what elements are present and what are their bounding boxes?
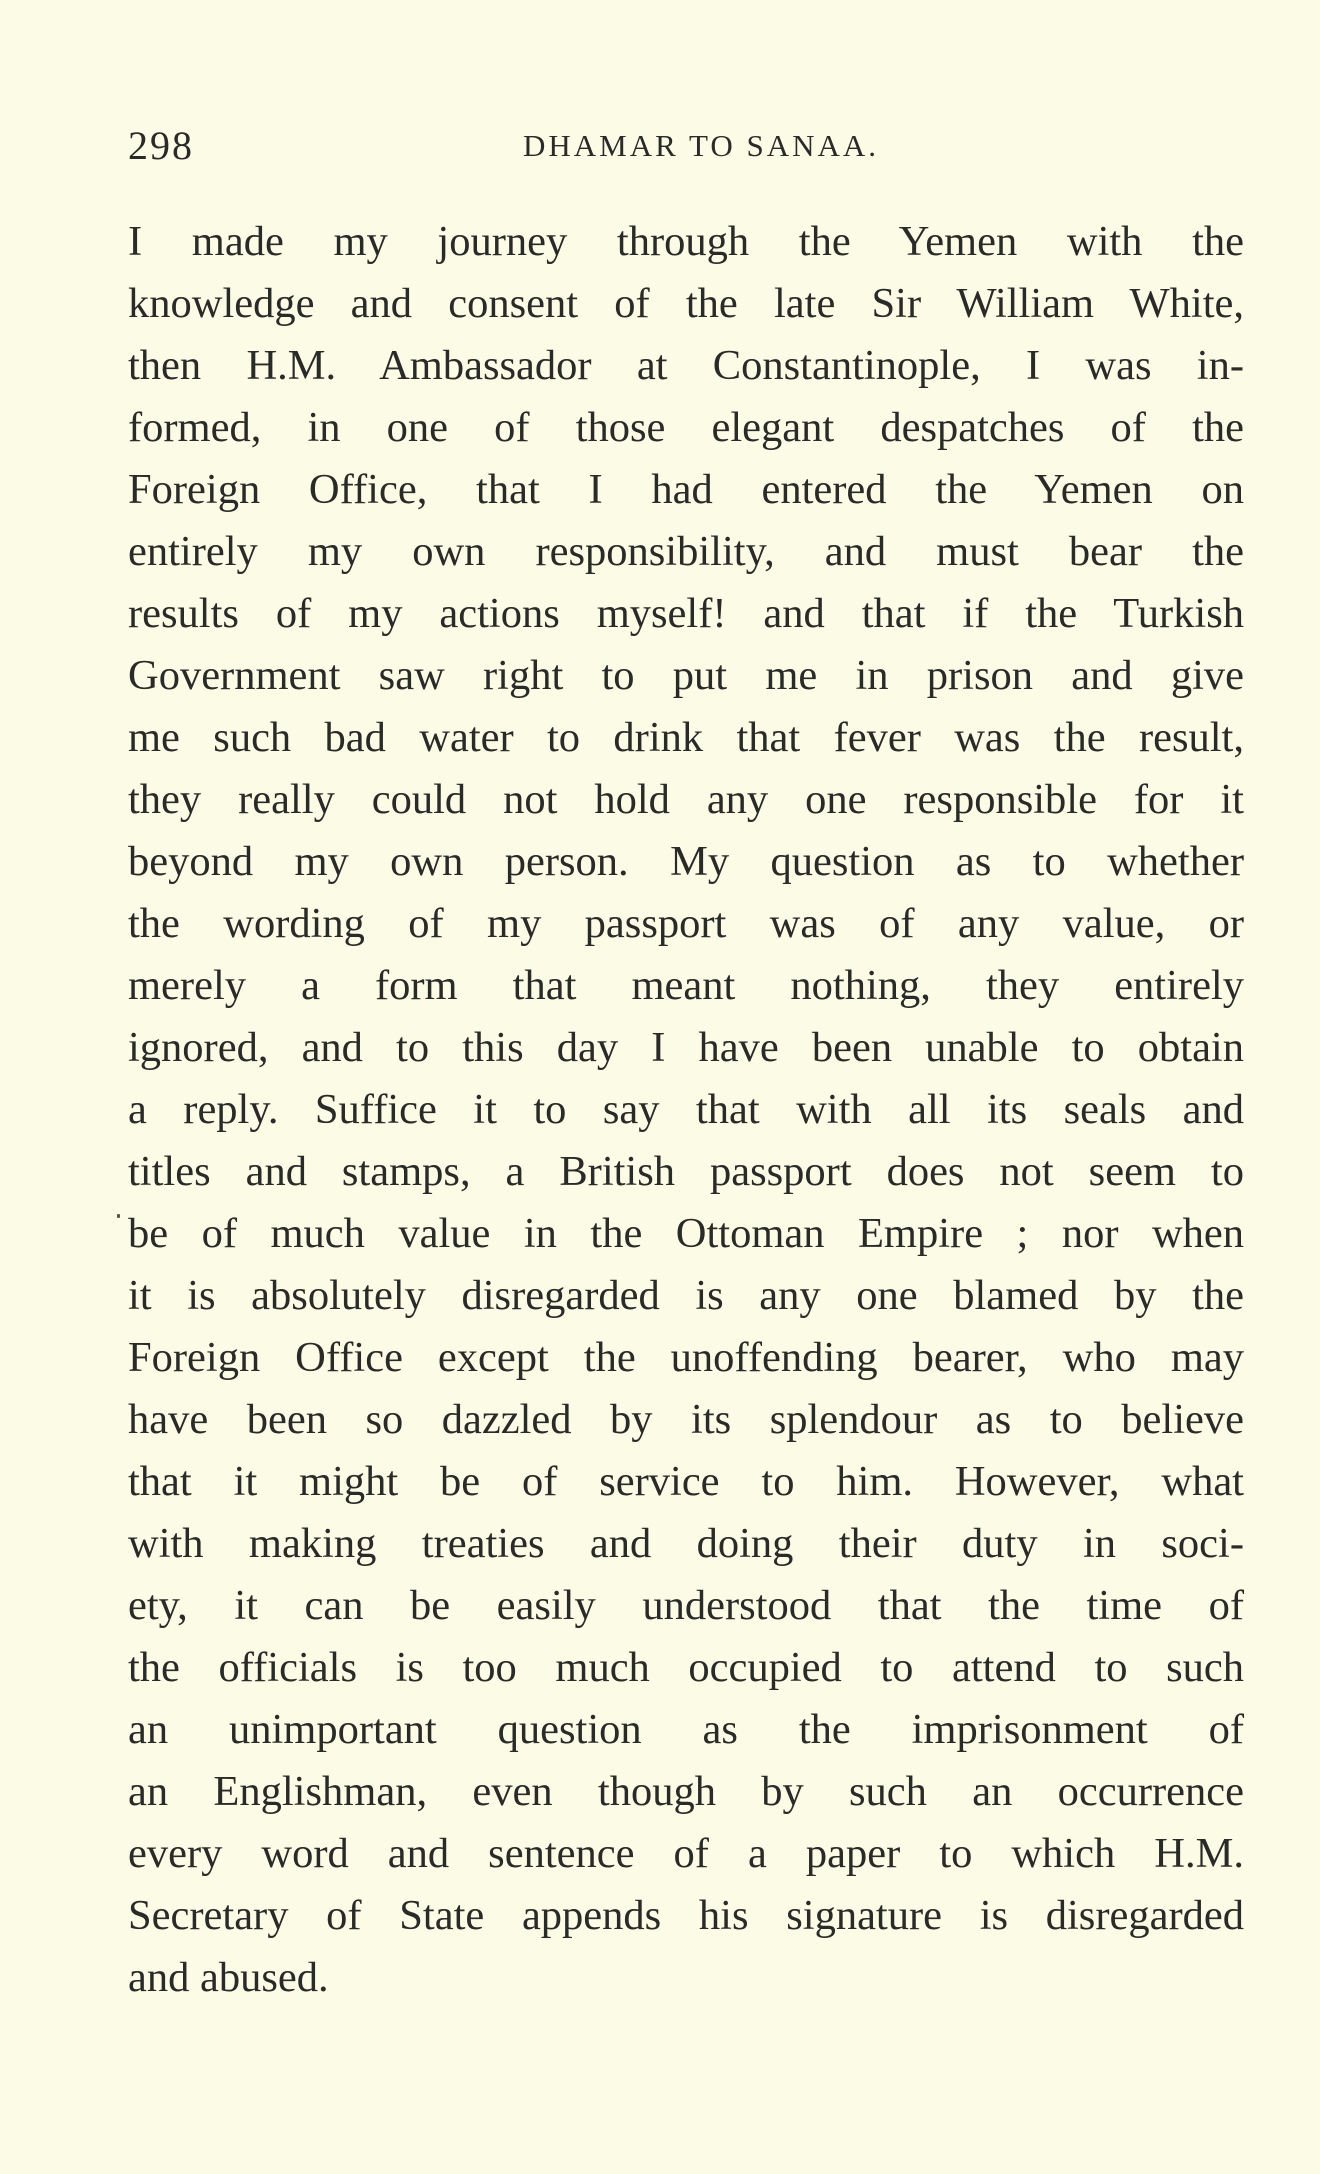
text-line: knowledge and consent of the late Sir William White,: [128, 280, 1244, 327]
body-paragraph: [128, 211, 1244, 2009]
text-line: formed, in one of those elegant despatches of the: [128, 404, 1244, 451]
text-line: the wording of my passport was of any value, or: [128, 900, 1244, 947]
text-line: beyond my own person. My question as to whether: [128, 838, 1244, 885]
text-line: it is absolutely disregarded is any one blamed by the: [128, 1272, 1244, 1319]
text-line: Foreign Office, that I had entered the Yemen on: [128, 466, 1244, 513]
text-line: ignored, and to this day I have been unable to obtain: [128, 1024, 1244, 1071]
text-line: an unimportant question as the imprisonment of: [128, 1706, 1244, 1753]
text-line: that it might be of service to him. However, what: [128, 1458, 1244, 1505]
margin-speck: [117, 1214, 120, 1218]
text-line: they really could not hold any one responsible for it: [128, 776, 1244, 823]
text-line: Secretary of State appends his signature is disregarded: [128, 1892, 1244, 1939]
text-line-last: and abused.: [128, 1954, 329, 2001]
text-line: with making treaties and doing their duty in soci-: [128, 1520, 1244, 1567]
text-line: be of much value in the Ottoman Empire ; nor when: [128, 1210, 1244, 1257]
text-line: entirely my own responsibility, and must bear the: [128, 528, 1244, 575]
text-line: an Englishman, even though by such an occurrence: [128, 1768, 1244, 1815]
text-line: Government saw right to put me in prison and give: [128, 652, 1244, 699]
running-head: [128, 118, 1244, 174]
text-line: Foreign Office except the unoffending bearer, who may: [128, 1334, 1244, 1381]
text-line: have been so dazzled by its splendour as to believe: [128, 1396, 1244, 1443]
text-line: merely a form that meant nothing, they entirely: [128, 962, 1244, 1009]
page-number: 298: [128, 123, 194, 168]
text-line: ety, it can be easily understood that the time of: [128, 1582, 1244, 1629]
text-line: every word and sentence of a paper to which H.M.: [128, 1830, 1244, 1877]
text-line: me such bad water to drink that fever was the result,: [128, 714, 1244, 761]
running-title: DHAMAR TO SANAA.: [522, 128, 880, 163]
text-line: the officials is too much occupied to attend to such: [128, 1644, 1244, 1691]
text-line: titles and stamps, a British passport does not seem to: [128, 1148, 1244, 1195]
text-line: results of my actions myself! and that if the Turkish: [128, 590, 1244, 637]
text-line: a reply. Suffice it to say that with all its seals and: [128, 1086, 1244, 1133]
text-line: I made my journey through the Yemen with the: [128, 218, 1244, 265]
text-line: then H.M. Ambassador at Constantinople, I was in-: [128, 342, 1244, 389]
